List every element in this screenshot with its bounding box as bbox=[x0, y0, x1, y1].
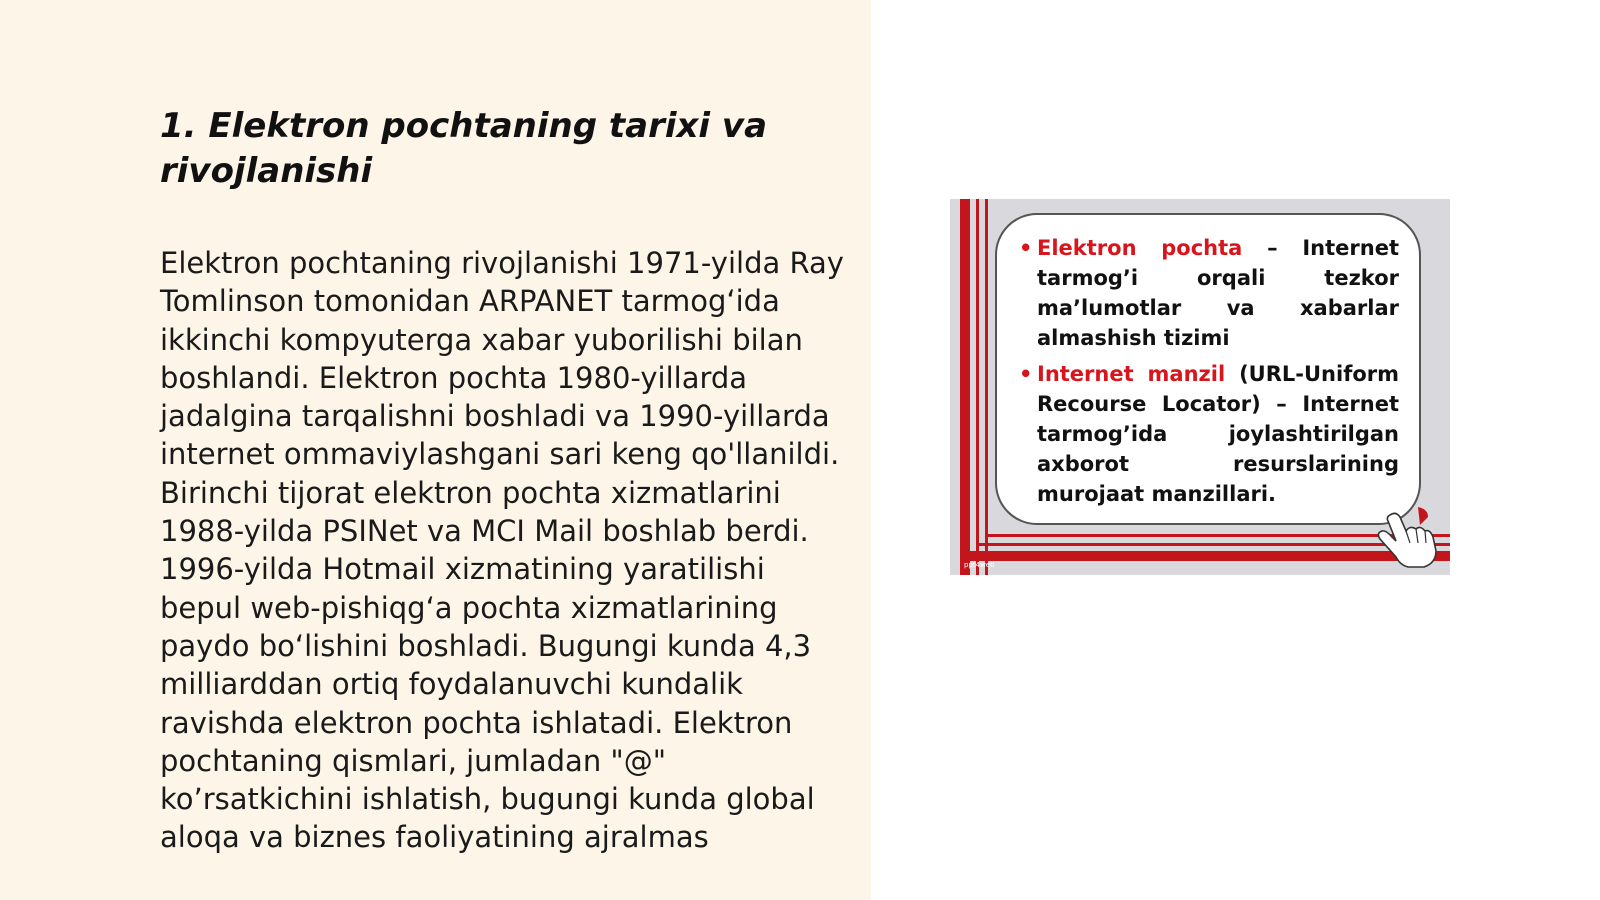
definition-term: Internet manzil bbox=[1037, 362, 1226, 386]
definition-text: (URL-Uniform Recourse Locator) – Internet tarmog’ida joylashtirilgan axborot resurslarining murojaat manzillari. bbox=[1037, 362, 1399, 506]
frame-stripe bbox=[960, 199, 970, 575]
frame-stripe bbox=[985, 199, 988, 575]
definition-term: Elektron pochta bbox=[1037, 236, 1243, 260]
definition-item-email bbox=[1019, 233, 1399, 353]
pointing-hand-icon bbox=[1370, 505, 1440, 569]
definition-text: – Internet tarmog’i orqali tezkor ma’lumotlar va xabarlar almashish tizimi bbox=[1037, 236, 1399, 350]
bullet-icon: • bbox=[1019, 362, 1033, 386]
definition-image bbox=[950, 199, 1450, 575]
definition-card bbox=[995, 213, 1421, 525]
slide-title: 1. Elektron pochtaning tarixi va rivojlanishi bbox=[160, 106, 768, 191]
frame-stripe bbox=[976, 199, 979, 575]
image-credit: ppt4web bbox=[964, 561, 995, 569]
definition-item-url bbox=[1019, 359, 1399, 509]
slide-body-text: Elektron pochtaning rivojlanishi 1971-yilda Ray Tomlinson tomonidan ARPANET tarmog‘ida ikkinchi kompyuterga xabar yuborilishi bilan boshlandi. Elektron pochta 1980-yillarda jadalgina tarqalishni boshladi va 1990-yillarda internet ommaviylashgani sari keng qo'llanildi. Birinchi tijorat elektron pochta xizmatlarini 1988-yilda PSINet va MCI Mail boshlab berdi. 1996-yilda Hotmail xizmatining yaratilishi bepul web-pishiqg‘a pochta xizmatlarining paydo bo‘lishini boshladi. Bugungi kunda 4,3 milliarddan ortiq foydalanuvchi kundalik ravishda elektron pochta ishlatadi. Elektron pochtaning qismlari, jumladan "@" ko’rsatkichini ishlatish, bugungi kunda global aloqa va biznes faoliyatining ajralmas bbox=[160, 246, 844, 855]
bullet-icon: • bbox=[1019, 236, 1033, 260]
